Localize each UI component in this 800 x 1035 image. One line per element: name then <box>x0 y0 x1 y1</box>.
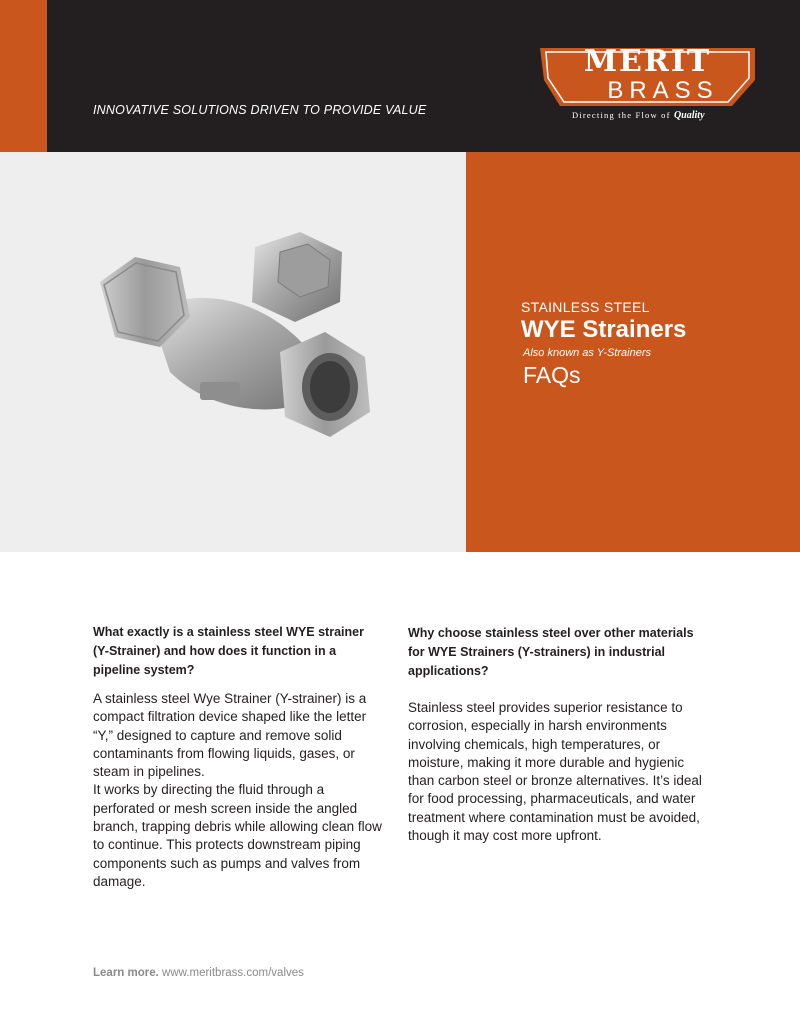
logo-subtitle-quality: Quality <box>673 110 705 121</box>
logo-subtitle-prefix: Directing the Flow of <box>572 110 671 120</box>
hero-title: WYE Strainers <box>521 316 687 343</box>
hero-image-panel <box>0 152 466 552</box>
logo-word-merit: MERIT <box>583 44 712 79</box>
logo-subtitle <box>572 110 752 121</box>
logo-word-brass: BRASS <box>607 77 719 104</box>
faq-column-right <box>408 624 708 845</box>
tagline: INNOVATIVE SOLUTIONS DRIVEN TO PROVIDE VALUE <box>93 103 427 117</box>
hero-title-panel <box>466 152 800 552</box>
footer <box>93 967 304 979</box>
page-header <box>0 0 800 152</box>
merit-brass-logo <box>540 44 755 126</box>
faq-answer-left-p1: A stainless steel Wye Strainer (Y-strainer) is a compact filtration device shaped like the letter “Y,” designed to capture and remove solid contaminants from flowing liquids, gases, or steam in pipelines. <box>93 691 367 780</box>
faq-answer-right: Stainless steel provides superior resistance to corrosion, especially in harsh environments involving chemicals, high temperatures, or moisture, making it more durable and hygienic than carbon steel or bronze alternatives. It’s ideal for food processing, pharmaceuticals, and water treatment where contamination must be avoided, though it may cost more upfront. <box>408 700 702 844</box>
faq-column-left <box>93 623 383 891</box>
hero-faq-label: FAQs <box>523 362 581 388</box>
faq-question-left: What exactly is a stainless steel WYE strainer (Y-Strainer) and how does it function in a pipeline system? <box>93 625 364 677</box>
hero-aka: Also known as Y-Strainers <box>523 347 651 359</box>
hero-eyebrow: STAINLESS STEEL <box>521 299 650 315</box>
footer-lead: Learn more. <box>93 967 159 979</box>
wye-strainer-image <box>80 222 380 482</box>
faq-answer-left-p2: It works by directing the fluid through a perforated or mesh screen inside the angled branch, trapping debris while allowing clean flow to continue. This protects downstream piping components such as pumps and valves from damage. <box>93 782 382 889</box>
header-accent-bar <box>0 0 47 152</box>
footer-url-link[interactable]: www.meritbrass.com/valves <box>162 967 304 979</box>
faq-question-right: Why choose stainless steel over other materials for WYE Strainers (Y-strainers) in industrial applications? <box>408 626 694 678</box>
